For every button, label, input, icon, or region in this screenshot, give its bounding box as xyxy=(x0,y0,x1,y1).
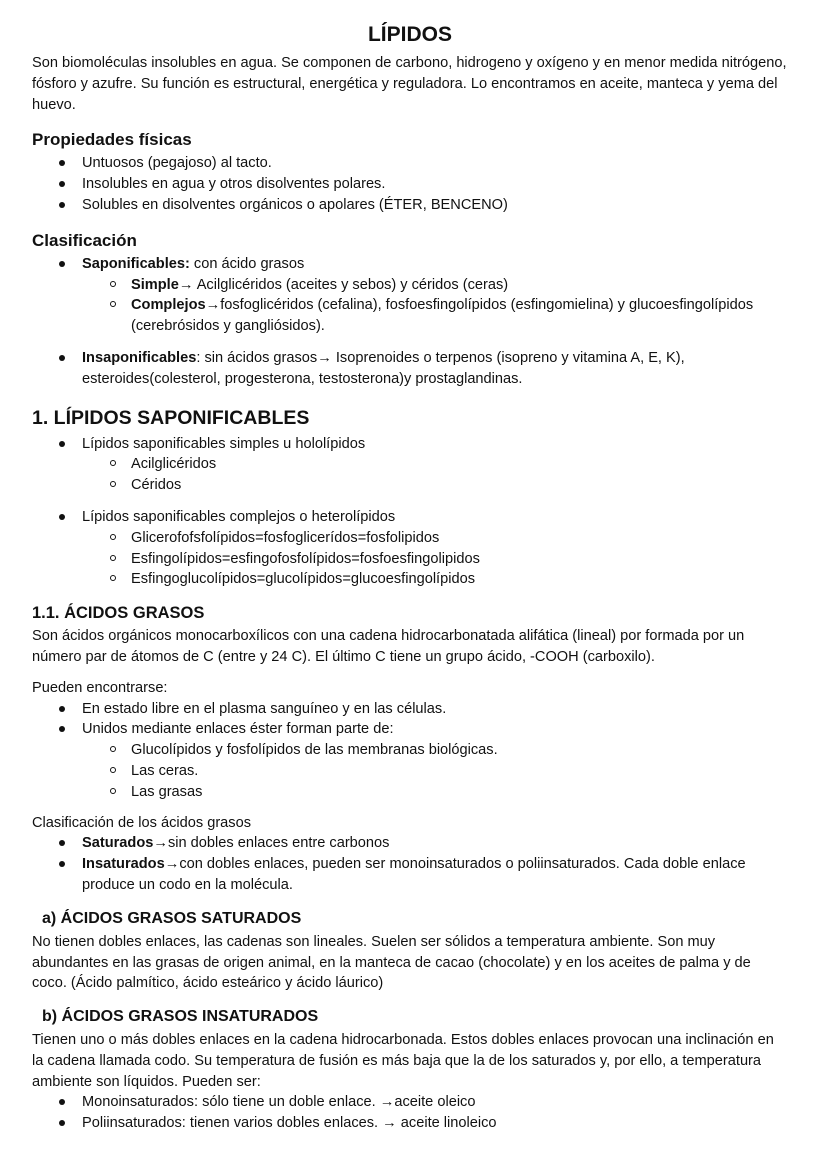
simple-text: → Acilglicéridos (aceites y sebos) y céridos (ceras) xyxy=(178,276,509,293)
saturados-text: →sin dobles enlaces entre carbonos xyxy=(153,835,390,852)
clasif-acidos-list xyxy=(32,833,788,895)
list-item: Monoinsaturados: sólo tiene un doble enlace. →aceite oleico xyxy=(82,1092,788,1113)
insaturados-section-heading: b) ÁCIDOS GRASOS INSATURADOS xyxy=(42,1008,319,1026)
page-title: LÍPIDOS xyxy=(367,23,452,46)
clasif-acidos-intro: Clasificación de los ácidos grasos xyxy=(32,814,252,831)
saponificables-text: con ácido grasos xyxy=(189,255,305,272)
unidos-label: Unidos mediante enlaces éster forman parte de: xyxy=(82,721,394,738)
sublist-item: Esfingoglucolípidos=glucolípidos=glucoesfingolípidos xyxy=(131,569,788,590)
insaturados-label: Insaturados xyxy=(82,856,165,873)
complejos-text: →fosfoglicéridos (cefalina), fosfoesfingolípidos (esfingomielina) y glucoesfingolípidos (cerebrósidos y gangliósidos). xyxy=(131,297,754,335)
propiedades-heading: Propiedades físicas xyxy=(32,130,192,150)
simples-label: Lípidos saponificables simples u hololípidos xyxy=(82,435,366,452)
simples-sublist xyxy=(82,454,788,496)
acidos-grasos-definition: Son ácidos orgánicos monocarboxílicos con una cadena hidrocarbonatada alifática (lineal) por formada por un número par de átomos de C (entre y 24 C). El último C tiene un grupo ácido, -COOH (carboxilo). xyxy=(32,628,745,665)
intro-paragraph: Son biomoléculas insolubles en agua. Se componen de carbono, hidrogeno y oxígeno y en menor medida nitrógeno, fósforo y azufre. Su función es estructural, energética y reguladora. Lo encontramos en aceite, manteca y yema del huevo. xyxy=(32,55,787,113)
sublist-item: Céridos xyxy=(131,475,788,496)
sublist-item: Acilglicéridos xyxy=(131,454,788,475)
list-item-insaponificables xyxy=(82,348,788,390)
saponificables-section-heading: 1. LÍPIDOS SAPONIFICABLES xyxy=(32,406,310,429)
insaturados-text: →con dobles enlaces, pueden ser monoinsaturados o poliinsaturados. Cada doble enlace produce un codo en la molécula. xyxy=(82,856,746,893)
list-item: Untuosos (pegajoso) al tacto. xyxy=(82,153,788,174)
complejos-sublist xyxy=(82,528,788,590)
encontrarse-intro: Pueden encontrarse: xyxy=(32,679,168,696)
insaturados-list xyxy=(32,1092,788,1134)
sublist-item-complejos xyxy=(131,295,788,337)
sublist-item: Glicerofofsfolípidos=fosfoglicerídos=fosfolipidos xyxy=(131,528,788,549)
sublist-item: Glucolípidos y fosfolípidos de las membranas biológicas. xyxy=(131,740,788,761)
acidos-grasos-heading: 1.1. ÁCIDOS GRASOS xyxy=(32,604,205,623)
complejos-label: Complejos xyxy=(131,297,206,314)
saponificables-sublist xyxy=(82,275,788,337)
list-item: Poliinsaturados: tienen varios dobles enlaces. → aceite linoleico xyxy=(82,1113,788,1134)
list-item-insaturados xyxy=(82,854,788,896)
clasificacion-list xyxy=(32,254,788,390)
list-item-simples xyxy=(82,434,788,496)
saponificables-section-list xyxy=(32,434,788,591)
complejos-section-label: Lípidos saponificables complejos o heterolípidos xyxy=(82,508,396,525)
list-item: Insolubles en agua y otros disolventes polares. xyxy=(82,174,788,195)
propiedades-list xyxy=(32,153,788,215)
insaturados-section-text: Tienen uno o más dobles enlaces en la cadena hidrocarbonada. Estos dobles enlaces provocan una inclinación en la cadena llamada codo. Su temperatura de fusión es más baja que la de los saturados y, por ello, a temperatura ambiente son líquidos. Pueden ser: xyxy=(32,1032,774,1090)
saponificables-label: Saponificables: xyxy=(82,255,190,272)
insaponificables-label: Insaponificables xyxy=(82,349,197,366)
sublist-item: Las grasas xyxy=(131,782,788,803)
encontrarse-list xyxy=(32,699,788,803)
sublist-item-simple xyxy=(131,275,788,296)
saturados-section-heading: a) ÁCIDOS GRASOS SATURADOS xyxy=(42,909,302,927)
sublist-item: Las ceras. xyxy=(131,761,788,782)
unidos-sublist xyxy=(82,740,788,802)
saturados-label: Saturados xyxy=(82,835,154,852)
clasificacion-heading: Clasificación xyxy=(32,230,137,250)
list-item-saturados xyxy=(82,833,788,854)
list-item-unidos xyxy=(82,719,788,802)
list-item-complejos xyxy=(82,507,788,590)
saturados-section-text: No tienen dobles enlaces, las cadenas son lineales. Suelen ser sólidos a temperatura ambiente. Son muy abundantes en las grasas de origen animal, en la manteca de cacao (chocolate) y en los aceites de palma y de coco. (Ácido palmítico, ácido esteárico y ácido láurico) xyxy=(32,933,751,992)
insaponificables-text: : sin ácidos grasos→ Isoprenoides o terpenos (isopreno y vitamina A, E, K), esteroides(colesterol, progesterona, testosterona)y prostaglandinas. xyxy=(82,349,685,387)
list-item: En estado libre en el plasma sanguíneo y en las células. xyxy=(82,699,788,720)
list-item: Solubles en disolventes orgánicos o apolares (ÉTER, BENCENO) xyxy=(82,195,788,216)
simple-label: Simple xyxy=(131,276,179,293)
sublist-item: Esfingolípidos=esfingofosfolípidos=fosfoesfingolipidos xyxy=(131,549,788,570)
list-item-saponificables xyxy=(82,254,788,337)
